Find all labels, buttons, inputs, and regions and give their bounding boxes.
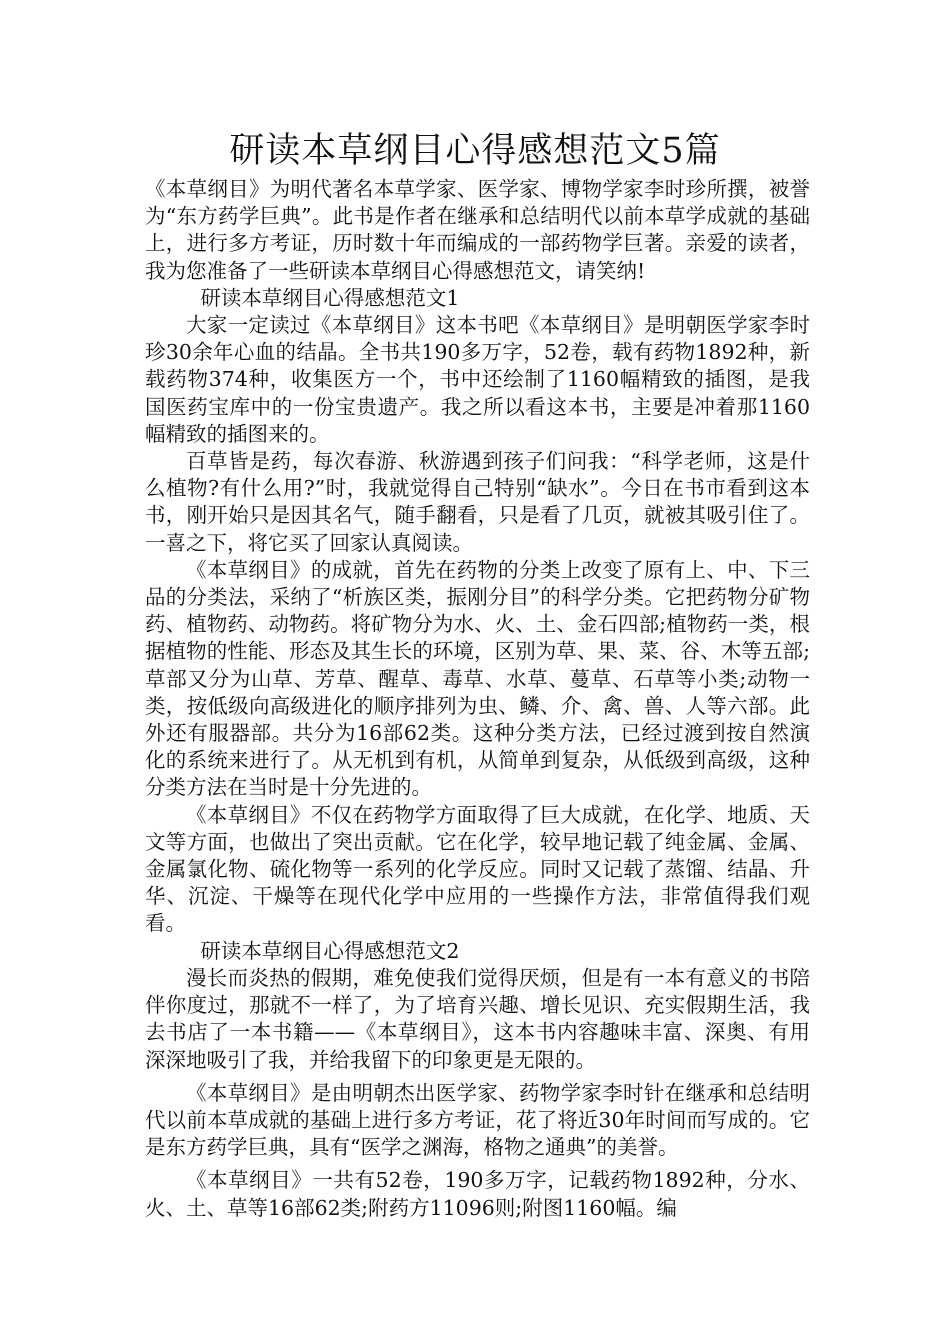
intro-paragraph: 《本草纲目》为明代著名本草学家、医学家、博物学家李时珍所撰，被誉为“东方药学巨典”。此书是作者在继承和总结明代以前本草学成就的基础上，进行多方考证，历时数十年而编成的一部药物学巨著。亲爱的读者，我为您准备了一些研读本草纲目心得感想范文，请笑纳! (145, 177, 810, 283)
body-paragraph: 漫长而炎热的假期，难免使我们觉得厌烦，但是有一本有意义的书陪伴你度过，那就不一样了，为了培育兴趣、增长见识、充实假期生活，我去书店了一本书籍——《本草纲目》，这本书内容趣味丰富、深奥、有用深深地吸引了我，并给我留下的印象更是无限的。 (145, 965, 810, 1072)
body-paragraph: 《本草纲目》的成就，首先在药物的分类上改变了原有上、中、下三品的分类法，采纳了“析族区类，振刚分目”的科学分类。它把药物分矿物药、植物药、动物药。将矿物分为水、火、土、金石四部;植物药一类，根据植物的性能、形态及其生长的环境，区别为草、果、菜、谷、木等五部;草部又分为山草、芳草、醒草、毒草、水草、蔓草、石草等小类;动物一类，按低级向高级进化的顺序排列为虫、鳞、介、禽、兽、人等六部。此外还有服器部。共分为16部62类。这种分类方法，已经过渡到按自然演化的系统来进行了。从无机到有机，从简单到复杂，从低级到高级，这种分类方法在当时是十分先进的。 (145, 557, 810, 800)
section-heading-1: 研读本草纲目心得感想范文1 (200, 285, 460, 310)
body-paragraph: 大家一定读过《本草纲目》这本书吧《本草纲目》是明朝医学家李时珍30余年心血的结晶。全书共190多万字，52卷，载有药物1892种，新载药物374种，收集医方一个，书中还绘制了1160幅精致的插图，是我国医药宝库中的一份宝贵遗产。我之所以看这本书，主要是冲着那1160幅精致的插图来的。 (145, 313, 810, 446)
document-title: 研读本草纲目心得感想范文5篇 (229, 131, 721, 171)
body-paragraph: 《本草纲目》不仅在药物学方面取得了巨大成就，在化学、地质、天文等方面，也做出了突出贡献。它在化学，较早地记载了纯金属、金属、金属氯化物、硫化物等一系列的化学反应。同时又记载了蒸馏、结晶、升华、沉淀、干燥等在现代化学中应用的一些操作方法，非常值得我们观看。 (145, 802, 810, 936)
body-paragraph: 《本草纲目》一共有52卷，190多万字，记载药物1892种，分水、火、土、草等16部62类;附药方11096则;附图1160幅。编 (145, 1168, 810, 1220)
section-heading-2: 研读本草纲目心得感想范文2 (200, 938, 460, 963)
document-body (145, 176, 810, 1222)
body-paragraph: 《本草纲目》是由明朝杰出医学家、药物学家李时针在继承和总结明代以前本草成就的基础上进行多方考证，花了将近30年时间而写成的。它是东方药学巨典，具有“医学之渊海，格物之通典”的美誉。 (145, 1080, 810, 1160)
body-paragraph: 百草皆是药，每次春游、秋游遇到孩子们问我：“科学老师，这是什么植物?有什么用?”时，我就觉得自己特别“缺水”。今日在书市看到这本书，刚开始只是因其名气，随手翻看，只是看了几页，就被其吸引住了。一喜之下，将它买了回家认真阅读。 (145, 449, 810, 555)
